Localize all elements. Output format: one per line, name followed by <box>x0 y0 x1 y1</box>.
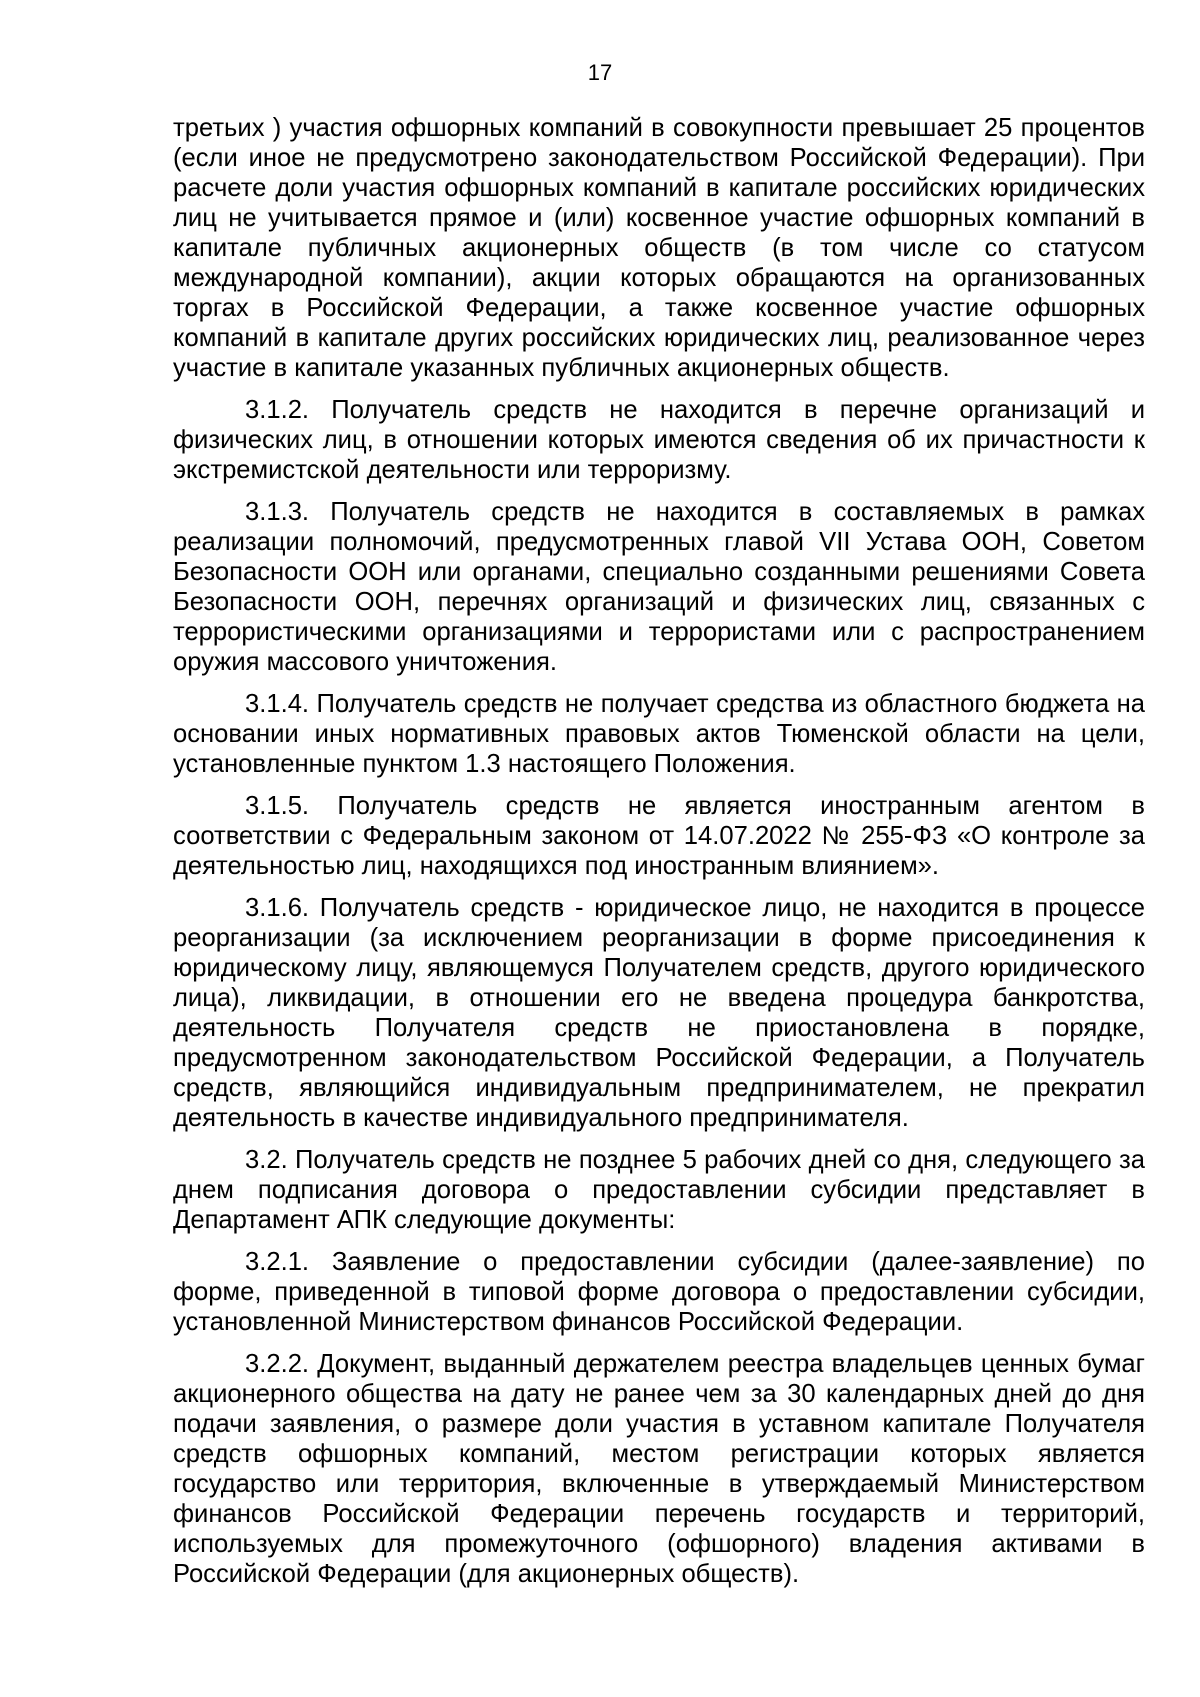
document-body <box>173 113 1145 1601</box>
paragraph-3-1-3: 3.1.3. Получатель средств не находится в составляемых в рамках реализации полномочий, предусмотренных главой VII Устава ООН, Советом Безопасности ООН или органами, специально созданными решениями Совета Безопасности ООН, перечнях организаций и физических лиц, связанных с террористическими организациями и террористами или с распространением оружия массового уничтожения. <box>173 498 1145 676</box>
paragraph-3-1-4: 3.1.4. Получатель средств не получает средства из областного бюджета на основании иных нормативных правовых актов Тюменской области на цели, установленные пунктом 1.3 настоящего Положения. <box>173 690 1145 778</box>
paragraph-3-2: 3.2. Получатель средств не позднее 5 рабочих дней со дня, следующего за днем подписания договора о предоставлении субсидии представляет в Департамент АПК следующие документы: <box>173 1146 1145 1234</box>
paragraph-3-2-1: 3.2.1. Заявление о предоставлении субсидии (далее-заявление) по форме, приведенной в типовой форме договора о предоставлении субсидии, установленной Министерством финансов Российской Федерации. <box>173 1248 1145 1336</box>
paragraph-3-1-2: 3.1.2. Получатель средств не находится в перечне организаций и физических лиц, в отношении которых имеются сведения об их причастности к экстремистской деятельности или терроризму. <box>173 396 1145 484</box>
paragraph-3-1-5: 3.1.5. Получатель средств не является иностранным агентом в соответствии с Федеральным законом от 14.07.2022 № 255-ФЗ «О контроле за деятельностью лиц, находящихся под иностранным влиянием». <box>173 792 1145 880</box>
paragraph-3-1-6: 3.1.6. Получатель средств - юридическое лицо, не находится в процессе реорганизации (за исключением реорганизации в форме присоединения к юридическому лицу, являющемуся Получателем средств, другого юридического лица), ликвидации, в отношении его не введена процедура банкротства, деятельность Получателя средств не приостановлена в порядке, предусмотренном законодательством Российской Федерации, а Получатель средств, являющийся индивидуальным предпринимателем, не прекратил деятельность в качестве индивидуального предпринимателя. <box>173 894 1145 1132</box>
paragraph-3-2-2: 3.2.2. Документ, выданный держателем реестра владельцев ценных бумаг акционерного общества на дату не ранее чем за 30 календарных дней до дня подачи заявления, о размере доли участия в уставном капитале Получателя средств офшорных компаний, местом регистрации которых является государство или территория, включенные в утверждаемый Министерством финансов Российской Федерации перечень государств и территорий, используемых для промежуточного (офшорного) владения активами в Российской Федерации (для акционерных обществ). <box>173 1350 1145 1588</box>
paragraph-continuation: третьих ) участия офшорных компаний в совокупности превышает 25 процентов (если иное не предусмотрено законодательством Российской Федерации). При расчете доли участия офшорных компаний в капитале российских юридических лиц не учитывается прямое и (или) косвенное участие офшорных компаний в капитале публичных акционерных обществ (в том числе со статусом международной компании), акции которых обращаются на организованных торгах в Российской Федерации, а также косвенное участие офшорных компаний в капитале других российских юридических лиц, реализованное через участие в капитале указанных публичных акционерных обществ. <box>173 114 1145 382</box>
page-number: 17 <box>587 60 613 85</box>
